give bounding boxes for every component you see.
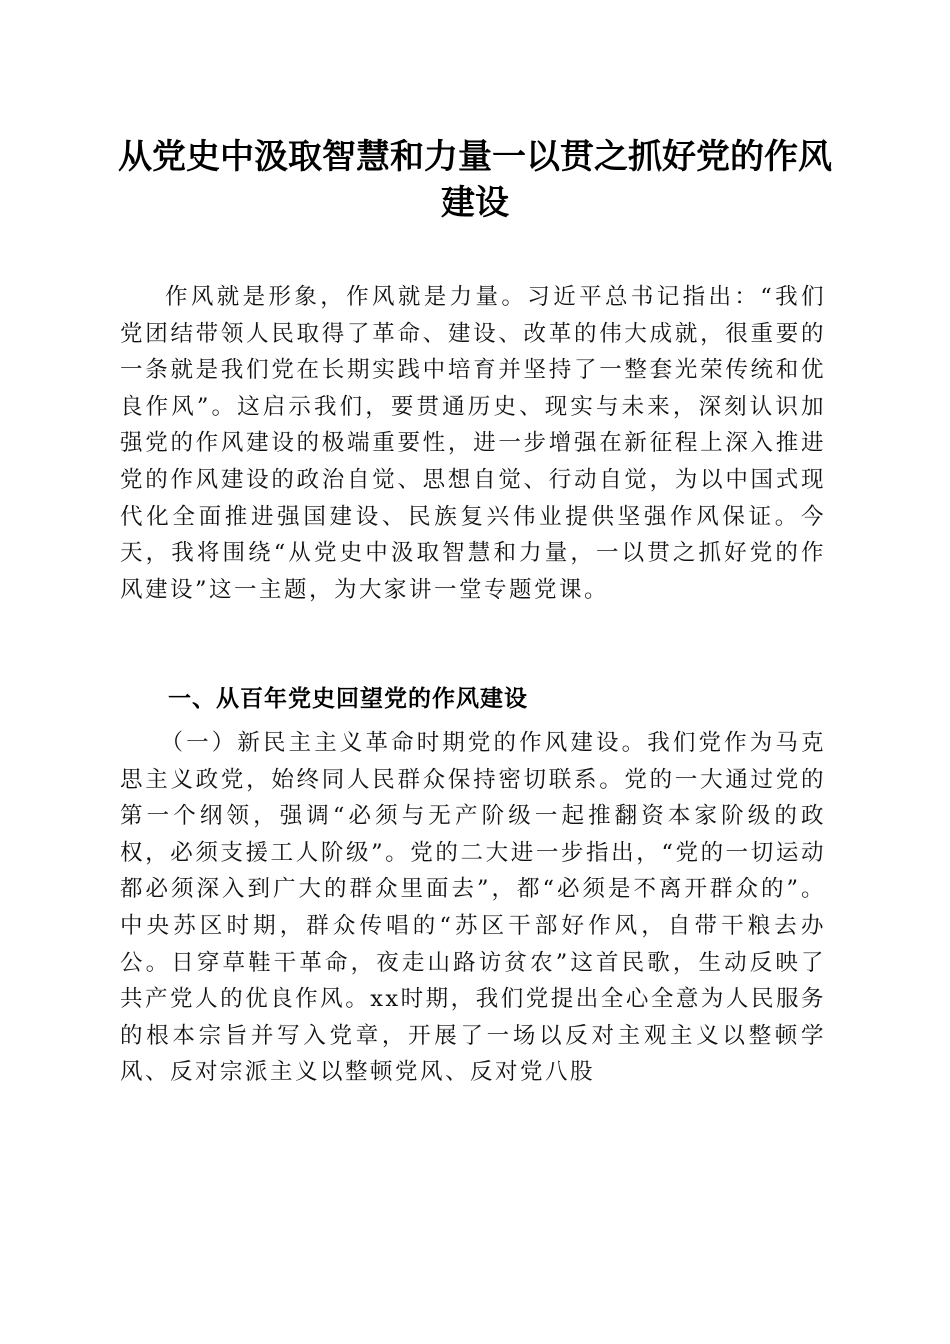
- section-paragraph-text: 我们党作为马克思主义政党，始终同人民群众保持密切联系。党的一大通过党的第一个纲领，强调“必须与无产阶级一起推翻资本家阶级的政权，必须支援工人阶级”。党的二大进一步指出，“党的一切运动都必须深入到广大的群众里面去”，都“必须是不离开群众的”。中央苏区时期，群众传唱的“苏区干部好作风，自带干粮去办公。日穿草鞋干革命，夜走山路访贫农”这首民歌，生动反映了共产党人的优良作风。xx时期，我们党提出全心全意为人民服务的根本宗旨并写入党章，开展了一场以反对主观主义以整顿学风、反对宗派主义以整顿党风、反对党八股: [120, 730, 826, 1086]
- section-paragraph: [120, 725, 826, 1091]
- sub-heading: （一）新民主主义革命时期党的作风建设。: [160, 730, 648, 756]
- section-heading: 一、从百年党史回望党的作风建设: [168, 686, 528, 712]
- document-title: 从党史中汲取智慧和力量一以贯之抓好党的作风建设: [118, 137, 832, 223]
- intro-paragraph: 作风就是形象，作风就是力量。习近平总书记指出：“我们党团结带领人民取得了革命、建设、改革的伟大成就，很重要的一条就是我们党在长期实践中培育并坚持了一整套光荣传统和优良作风”。这启示我们，要贯通历史、现实与未来，深刻认识加强党的作风建设的极端重要性，进一步增强在新征程上深入推进党的作风建设的政治自觉、思想自觉、行动自觉，为以中国式现代化全面推进强国建设、民族复兴伟业提供坚强作风保证。今天，我将围绕“从党史中汲取智慧和力量，一以贯之抓好党的作风建设”这一主题，为大家讲一堂专题党课。: [120, 284, 826, 603]
